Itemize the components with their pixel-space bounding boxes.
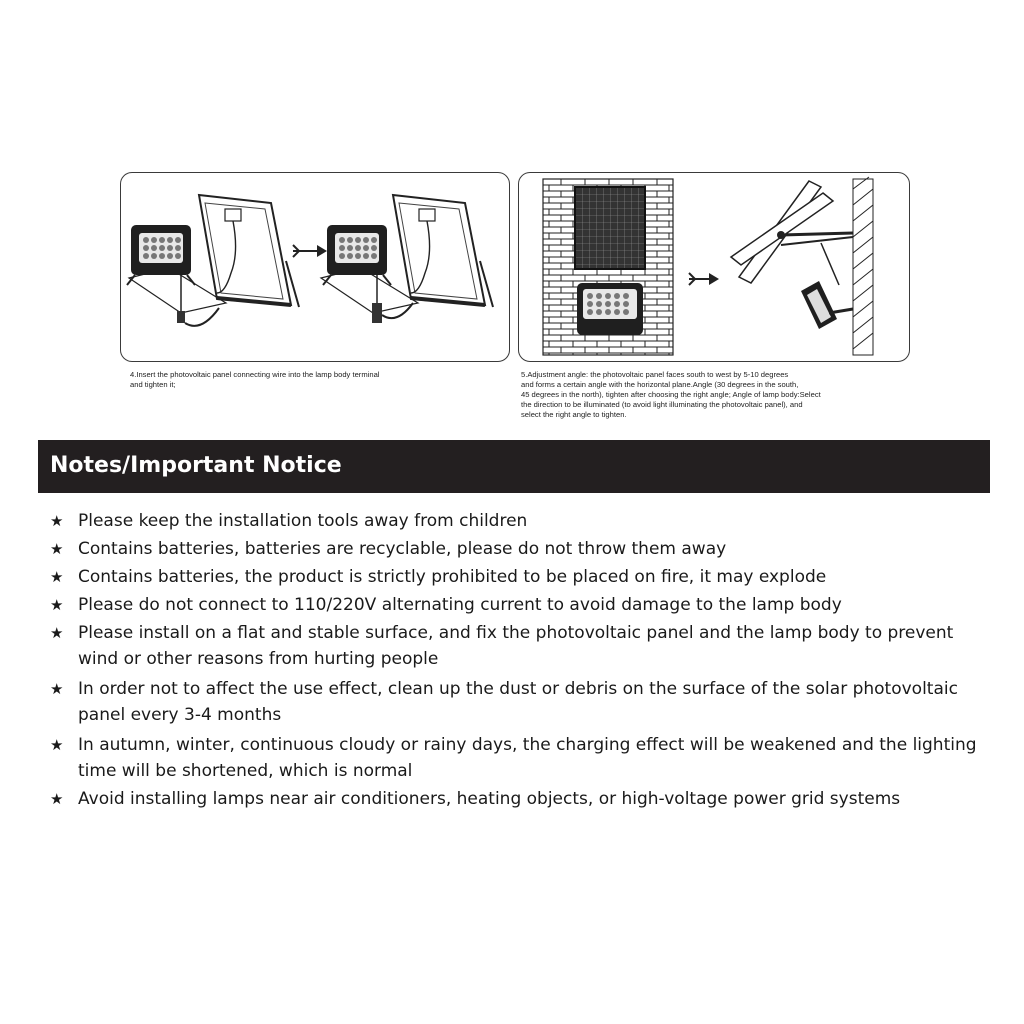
star-icon: ★ [50,540,64,558]
side-view-angle-adjustment [731,177,873,355]
brick-wall-front-view [543,179,673,355]
illustration-adjust-angle [518,172,910,362]
star-icon: ★ [50,790,64,808]
step-4-caption: 4.Insert the photovoltaic panel connecting wire into the lamp body terminal and tighten it; [130,370,380,389]
note-text: Please do not connect to 110/220V alternating current to avoid damage to the lamp body [78,595,842,615]
notice-title: Notes/Important Notice [50,453,342,478]
notice-header-bar [38,440,990,493]
star-icon: ★ [50,512,64,530]
list-item [50,732,980,784]
step-5-caption: 5.Adjustment angle: the photovoltaic panel faces south to west by 5-10 degrees and forms a certain angle with the horizontal plane.Angle (30 degrees in the south, 45 degrees in the north), tighten after choosing the right angle; Angle of lamp body:Select the direction to be illuminated (to avoid light illuminating the photovoltaic panel), and select the right angle to tighten. [521,370,821,419]
star-icon: ★ [50,568,64,586]
illustration-connect-wire [120,172,510,362]
note-text: Contains batteries, batteries are recyclable, please do not throw them away [78,539,727,559]
notice-list [50,508,980,814]
list-item [50,564,980,590]
list-item [50,508,980,534]
star-icon: ★ [50,596,64,614]
lamp-and-panel-connected [321,195,493,323]
star-icon: ★ [50,680,64,698]
list-item [50,592,980,618]
note-text: In order not to affect the use effect, clean up the dust or debris on the surface of the solar photovoltaic panel every 3-4 months [78,679,958,725]
note-text: Avoid installing lamps near air conditioners, heating objects, or high-voltage power grid systems [78,789,901,809]
arrow-icon [689,273,719,285]
arrow-icon [293,245,327,257]
list-item [50,786,980,812]
lamp-and-panel-disconnected [127,195,299,326]
note-text: Please install on a flat and stable surface, and fix the photovoltaic panel and the lamp body to prevent wind or other reasons from hurting people [78,623,954,669]
star-icon: ★ [50,736,64,754]
list-item [50,620,980,672]
note-text: In autumn, winter, continuous cloudy or rainy days, the charging effect will be weakened and the lighting time will be shortened, which is normal [78,735,977,781]
list-item [50,536,980,562]
list-item [50,676,980,728]
star-icon: ★ [50,624,64,642]
note-text: Please keep the installation tools away from children [78,511,528,531]
note-text: Contains batteries, the product is strictly prohibited to be placed on fire, it may explode [78,567,827,587]
